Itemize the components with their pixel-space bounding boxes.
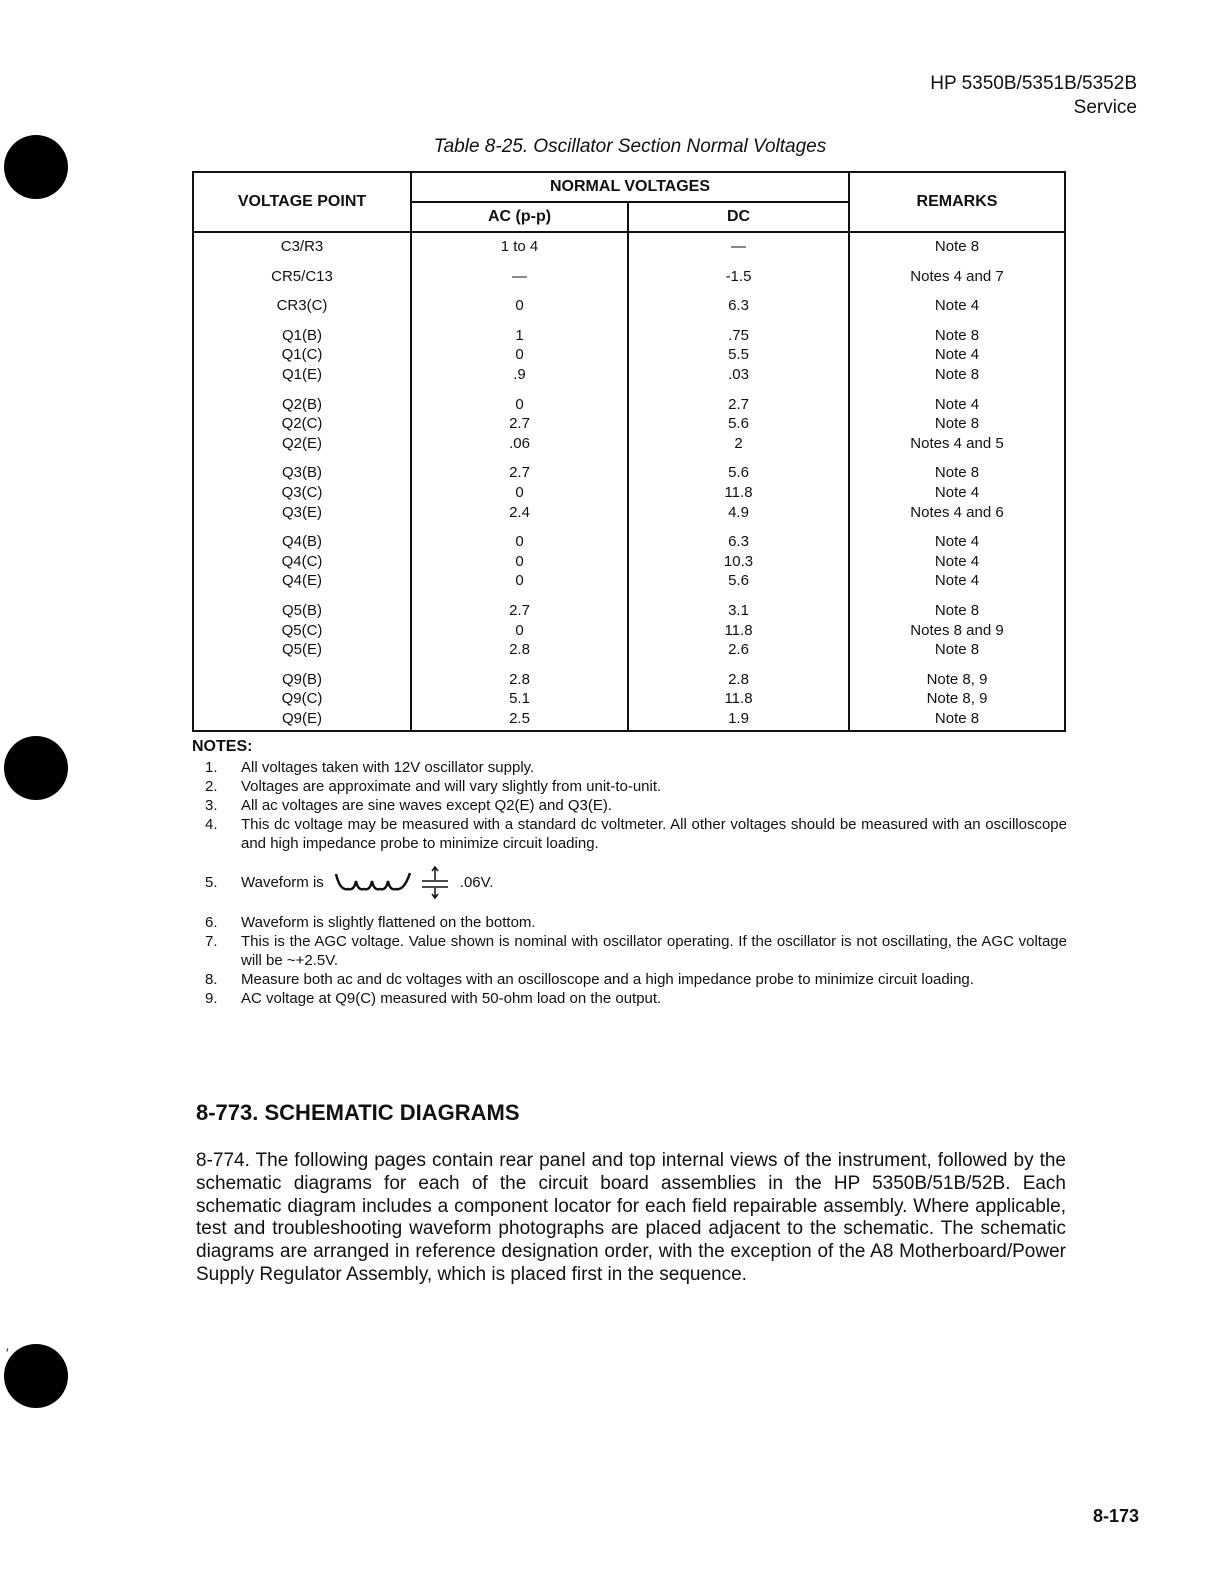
cell-ac — [411, 660, 628, 732]
cell-voltage-point-value: Q9(C) — [281, 690, 323, 708]
cell-ac — [411, 385, 628, 454]
cell-ac-value: .06 — [509, 434, 530, 452]
col-normal-voltages: NORMAL VOLTAGES — [411, 172, 849, 202]
cell-ac — [411, 286, 628, 316]
page-header — [930, 72, 1137, 120]
note-number: 1. — [205, 759, 218, 776]
note-text: Measure both ac and dc voltages with an oscilloscope and a high impedance probe to minimize circuit loading. — [241, 971, 974, 988]
cell-ac-value: 2.5 — [509, 709, 530, 727]
cell-dc-value: 3.1 — [728, 601, 749, 619]
table-row — [193, 453, 1065, 522]
notes-title: NOTES: — [192, 738, 253, 755]
cell-dc-value: 2 — [734, 434, 743, 452]
cell-remarks — [849, 591, 1065, 660]
cell-remarks-value: Note 4 — [934, 297, 980, 315]
cell-dc-value: 5.6 — [728, 572, 749, 590]
cell-remarks — [849, 660, 1065, 732]
cell-remarks-value: Note 8 — [934, 238, 980, 255]
scan-mark: ′ — [6, 1345, 9, 1361]
cell-dc-value: -1.5 — [725, 267, 752, 285]
cell-ac-value: 0 — [515, 297, 524, 315]
cell-dc — [628, 522, 849, 591]
cell-voltage-point-value: Q2(E) — [281, 434, 322, 452]
cell-ac-value: 0 — [515, 346, 524, 364]
cell-voltage-point-value: Q4(C) — [281, 552, 323, 570]
cell-voltage-point-value: Q4(E) — [281, 572, 322, 590]
cell-voltage-point — [193, 286, 411, 316]
cell-dc — [628, 232, 849, 257]
cell-dc-value: — — [731, 238, 746, 255]
cell-remarks — [849, 453, 1065, 522]
header-section: Service — [1073, 97, 1137, 118]
note-number: 6. — [205, 914, 218, 931]
cell-dc-value: 5.5 — [728, 346, 749, 364]
cell-voltage-point-value: Q1(C) — [281, 346, 323, 364]
note-number: 8. — [205, 971, 218, 988]
note-text-label: Waveform is — [241, 873, 324, 891]
cell-voltage-point-value: Q1(E) — [281, 365, 322, 383]
table-title: Table 8-25. Oscillator Section Normal Voltages — [433, 136, 827, 157]
cell-remarks-value: Note 4 — [934, 572, 980, 590]
cell-ac — [411, 316, 628, 385]
note-item — [205, 796, 1067, 815]
cell-dc-value: 2.8 — [728, 670, 749, 688]
cell-ac-value: 2.7 — [509, 601, 530, 619]
cell-ac-value: 1 to 4 — [500, 238, 539, 255]
cell-dc-value: .03 — [728, 365, 749, 383]
cell-voltage-point — [193, 660, 411, 732]
cell-remarks-value: Note 8 — [934, 415, 980, 433]
cell-dc — [628, 257, 849, 287]
table-body — [193, 232, 1065, 731]
cell-remarks-value: Note 8 — [934, 326, 980, 344]
note-text — [241, 865, 1067, 899]
col-dc: DC — [628, 202, 849, 232]
cell-voltage-point — [193, 522, 411, 591]
cell-ac — [411, 257, 628, 287]
cell-remarks — [849, 257, 1065, 287]
cell-ac-value: .9 — [513, 365, 526, 383]
note-text: All voltages taken with 12V oscillator supply. — [241, 759, 535, 776]
cell-voltage-point-value: CR3(C) — [276, 297, 328, 315]
cell-remarks — [849, 232, 1065, 257]
cell-ac — [411, 453, 628, 522]
cell-remarks-value: Note 4 — [934, 395, 980, 413]
cell-ac-value: 0 — [515, 483, 524, 501]
cell-voltage-point — [193, 257, 411, 287]
cell-dc-value: 1.9 — [728, 709, 749, 727]
cell-dc-value: 2.7 — [728, 395, 749, 413]
cell-voltage-point-value: Q4(B) — [281, 533, 322, 551]
cell-dc-value: 11.8 — [724, 621, 753, 639]
cell-voltage-point-value: Q1(B) — [281, 326, 322, 344]
table-row — [193, 660, 1065, 732]
page-number: 8-173 — [1092, 1506, 1139, 1526]
cell-voltage-point-value: CR5/C13 — [271, 267, 333, 285]
section-paragraph: 8-774. The following pages contain rear panel and top internal views of the instrument, followed by the schematic diagrams for each of the circuit board assemblies in the HP 5350B/51B/52B. Each schematic diagram includes a component locator for each field repairable assembly. Where applicable, test and troubleshooting waveform photographs are placed adjacent to the schematic. The schematic diagrams are arranged in reference designation order, with the exception of the A8 Motherboard/Power Supply Regulator Assembly, which is placed first in the sequence. — [196, 1150, 1066, 1285]
note-text-suffix: .06V. — [459, 873, 494, 891]
cell-dc-value: 6.3 — [728, 297, 749, 315]
note-text: Voltages are approximate and will vary slightly from unit-to-unit. — [241, 778, 662, 795]
cell-ac-value: 2.4 — [509, 503, 530, 521]
table-row — [193, 286, 1065, 316]
cell-ac-value: 0 — [515, 552, 524, 570]
cell-remarks-value: Note 4 — [934, 552, 980, 570]
cell-remarks — [849, 385, 1065, 454]
cell-ac-value: 1 — [515, 326, 524, 344]
cell-voltage-point-value: Q3(E) — [281, 503, 322, 521]
cell-ac-value: 2.7 — [509, 415, 530, 433]
cell-voltage-point-value: C3/R3 — [280, 238, 324, 255]
cell-voltage-point-value: Q3(C) — [281, 483, 323, 501]
cell-ac-value: 0 — [515, 533, 524, 551]
note-item — [205, 970, 1067, 989]
col-ac: AC (p-p) — [411, 202, 628, 232]
cell-voltage-point-value: Q5(E) — [281, 641, 322, 659]
note-number: 7. — [205, 933, 218, 950]
note-item — [205, 758, 1067, 777]
header-model: HP 5350B/5351B/5352B — [930, 73, 1137, 94]
note-item — [205, 989, 1067, 1008]
cell-remarks — [849, 286, 1065, 316]
cell-voltage-point-value: Q2(C) — [281, 415, 323, 433]
cell-remarks-value: Notes 4 and 7 — [910, 267, 1004, 285]
note-text: AC voltage at Q9(C) measured with 50-ohm load on the output. — [241, 990, 662, 1007]
note-item — [205, 815, 1067, 853]
cell-ac-value: 0 — [515, 621, 524, 639]
note-item — [205, 777, 1067, 796]
cell-voltage-point — [193, 316, 411, 385]
cell-ac-value: 2.8 — [509, 670, 530, 688]
cell-ac — [411, 232, 628, 257]
cell-voltage-point-value: Q2(B) — [281, 395, 322, 413]
waveform-icon — [334, 865, 454, 899]
cell-remarks-value: Note 8 — [934, 464, 980, 482]
cell-dc — [628, 385, 849, 454]
cell-remarks-value: Note 8 — [934, 641, 980, 659]
cell-dc — [628, 660, 849, 732]
cell-voltage-point-value: Q5(C) — [281, 621, 323, 639]
cell-remarks-value: Note 4 — [934, 483, 980, 501]
note-number: 3. — [205, 797, 218, 814]
note-text: This dc voltage may be measured with a standard dc voltmeter. All other voltages should be measured with an oscilloscope and high impedance probe to minimize circuit loading. — [241, 816, 1067, 852]
cell-remarks-value: Note 4 — [934, 346, 980, 364]
table-row — [193, 257, 1065, 287]
cell-remarks-value: Notes 4 and 5 — [910, 434, 1004, 452]
cell-dc-value: .75 — [728, 326, 749, 344]
cell-voltage-point-value: Q9(B) — [281, 670, 322, 688]
cell-voltage-point-value: Q9(E) — [281, 709, 322, 727]
cell-ac — [411, 522, 628, 591]
table-row — [193, 522, 1065, 591]
cell-ac — [411, 591, 628, 660]
cell-remarks-value: Note 8 — [934, 365, 980, 383]
col-voltage-point: VOLTAGE POINT — [193, 172, 411, 232]
note-item — [205, 913, 1067, 932]
cell-remarks-value: Note 8 — [934, 601, 980, 619]
cell-ac-value: 5.1 — [509, 690, 530, 708]
cell-voltage-point — [193, 232, 411, 257]
note-item — [205, 932, 1067, 970]
cell-voltage-point — [193, 385, 411, 454]
cell-remarks-value: Note 8 — [934, 709, 980, 727]
note-item — [205, 865, 1067, 899]
cell-dc — [628, 316, 849, 385]
voltage-table — [192, 171, 1066, 732]
cell-dc-value: 11.8 — [724, 690, 753, 708]
binder-hole-middle — [4, 736, 68, 800]
cell-dc — [628, 286, 849, 316]
cell-remarks-value: Note 4 — [934, 533, 980, 551]
note-text: This is the AGC voltage. Value shown is nominal with oscillator operating. If the oscillator is not oscillating, the AGC voltage will be ~+2.5V. — [241, 933, 1067, 969]
section-heading: 8-773. SCHEMATIC DIAGRAMS — [196, 1100, 520, 1125]
note-number: 4. — [205, 816, 218, 833]
cell-remarks-value: Notes 4 and 6 — [910, 503, 1004, 521]
cell-remarks-value: Note 8, 9 — [926, 670, 988, 688]
cell-remarks-value: Note 8, 9 — [926, 690, 988, 708]
cell-remarks — [849, 522, 1065, 591]
cell-ac-value: 2.7 — [509, 464, 530, 482]
cell-dc-value: 5.6 — [728, 464, 749, 482]
cell-voltage-point — [193, 453, 411, 522]
cell-dc-value: 2.6 — [728, 641, 749, 659]
binder-hole-bottom — [4, 1344, 68, 1408]
cell-dc-value: 10.3 — [723, 552, 754, 570]
notes-list — [205, 758, 1067, 1008]
cell-dc — [628, 591, 849, 660]
col-remarks: REMARKS — [849, 172, 1065, 232]
cell-dc-value: 5.6 — [728, 415, 749, 433]
cell-voltage-point — [193, 591, 411, 660]
table-row — [193, 385, 1065, 454]
note-number: 9. — [205, 990, 218, 1007]
cell-ac-value: — — [512, 267, 527, 285]
table-row — [193, 316, 1065, 385]
cell-ac-value: 0 — [515, 572, 524, 590]
cell-dc — [628, 453, 849, 522]
cell-voltage-point-value: Q3(B) — [281, 464, 322, 482]
cell-voltage-point-value: Q5(B) — [281, 601, 322, 619]
table-row — [193, 591, 1065, 660]
cell-ac-value: 0 — [515, 395, 524, 413]
cell-remarks-value: Notes 8 and 9 — [910, 621, 1004, 639]
note-text: Waveform is slightly flattened on the bottom. — [241, 914, 536, 931]
cell-dc-value: 11.8 — [724, 483, 753, 501]
cell-dc-value: 6.3 — [728, 533, 749, 551]
cell-remarks — [849, 316, 1065, 385]
note-number: 2. — [205, 778, 218, 795]
cell-ac-value: 2.8 — [509, 641, 530, 659]
note-text: All ac voltages are sine waves except Q2(E) and Q3(E). — [241, 797, 613, 814]
table-row — [193, 232, 1065, 257]
note-number: 5. — [205, 873, 218, 891]
cell-dc-value: 4.9 — [728, 503, 749, 521]
